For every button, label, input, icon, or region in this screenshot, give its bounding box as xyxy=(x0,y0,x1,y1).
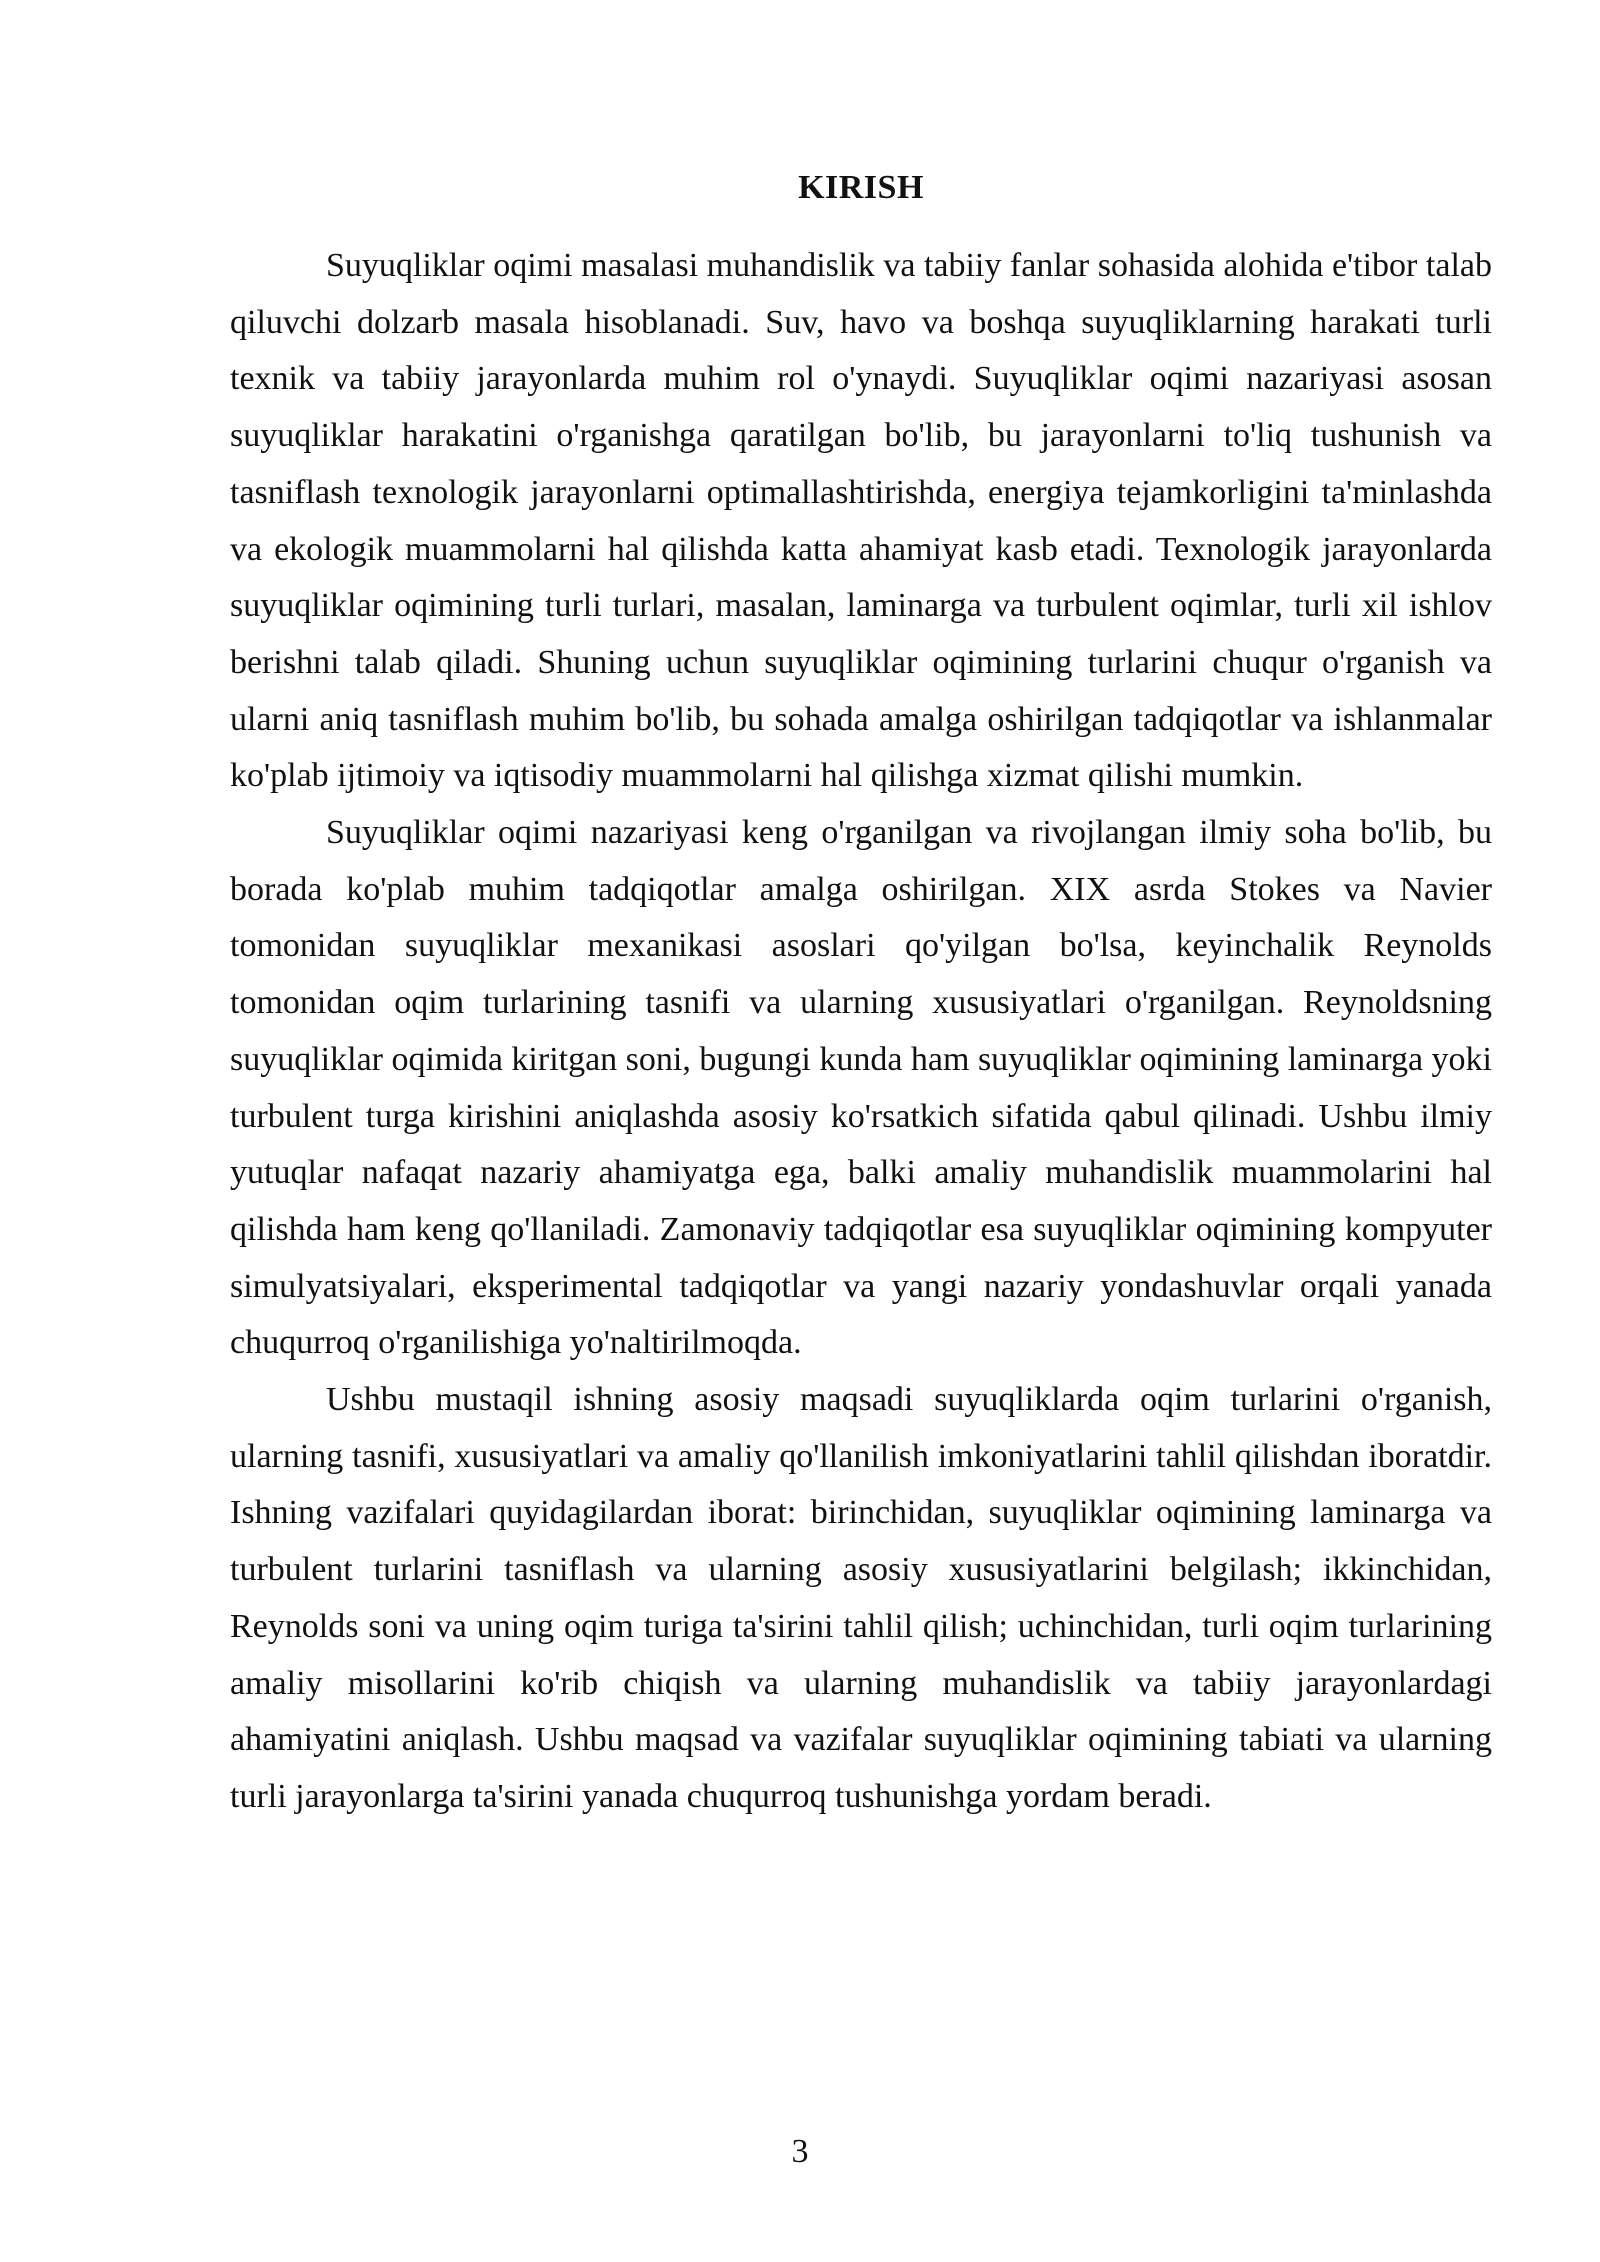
paragraph-objectives: Ushbu mustaqil ishning asosiy maqsadi suyuqliklarda oqim turlarini o'rganish, ularning tasnifi, xususiyatlari va amaliy qo'llanilish imkoniyatlarini tahlil qilishdan iboratdir. Ishning vazifalari quyidagilardan iborat: birinchidan, suyuqliklar oqimining laminarga va turbulent turlarini tasniflash va ularning asosiy xususiyatlarini belgilash; ikkinchidan, Reynolds soni va uning oqim turiga ta'sirini tahlil qilish; uchinchidan, turli oqim turlarining amaliy misollarini ko'rib chiqish va ularning muhandislik va tabiiy jarayonlardagi ahamiyatini aniqlash. Ushbu maqsad va vazifalar suyuqliklar oqimining tabiati va ularning turli jarayonlarga ta'sirini yanada chuqurroq tushunishga yordam beradi. xyxy=(230,1381,1492,1815)
paragraph-introduction: Suyuqliklar oqimi masalasi muhandislik va tabiiy fanlar sohasida alohida e'tibor talab qiluvchi dolzarb masala hisoblanadi. Suv, havo va boshqa suyuqliklarning harakati turli texnik va tabiiy jarayonlarda muhim rol o'ynaydi. Suyuqliklar oqimi nazariyasi asosan suyuqliklar harakatini o'rganishga qaratilgan bo'lib, bu jarayonlarni to'liq tushunish va tasniflash texnologik jarayonlarni optimallashtirishda, energiya tejamkorligini ta'minlashda va ekologik muammolarni hal qilishda katta ahamiyat kasb etadi. Texnologik jarayonlarda suyuqliklar oqimining turli turlari, masalan, laminarga va turbulent oqimlar, turli xil ishlov berishni talab qiladi. Shuning uchun suyuqliklar oqimining turlarini chuqur o'rganish va ularni aniq tasniflash muhim bo'lib, bu sohada amalga oshirilgan tadqiqotlar va ishlanmalar ko'plab ijtimoiy va iqtisodiy muammolarni hal qilishga xizmat qilishi mumkin. xyxy=(230,247,1492,795)
page-content xyxy=(230,160,1492,1826)
section-heading: KIRISH xyxy=(798,169,924,206)
paragraph-background: Suyuqliklar oqimi nazariyasi keng o'rganilgan va rivojlangan ilmiy soha bo'lib, bu borada ko'plab muhim tadqiqotlar amalga oshirilgan. XIX asrda Stokes va Navier tomonidan suyuqliklar mexanikasi asoslari qo'yilgan bo'lsa, keyinchalik Reynolds tomonidan oqim turlarining tasnifi va ularning xususiyatlari o'rganilgan. Reynoldsning suyuqliklar oqimida kiritgan soni, bugungi kunda ham suyuqliklar oqimining laminarga yoki turbulent turga kirishini aniqlashda asosiy ko'rsatkich sifatida qabul qilinadi. Ushbu ilmiy yutuqlar nafaqat nazariy ahamiyatga ega, balki amaliy muhandislik muammolarini hal qilishda ham keng qo'llaniladi. Zamonaviy tadqiqotlar esa suyuqliklar oqimining kompyuter simulyatsiyalari, eksperimental tadqiqotlar va yangi nazariy yondashuvlar orqali yanada chuqurroq o'rganilishiga yo'naltirilmoqda. xyxy=(230,814,1492,1362)
page-number: 3 xyxy=(791,2133,809,2170)
